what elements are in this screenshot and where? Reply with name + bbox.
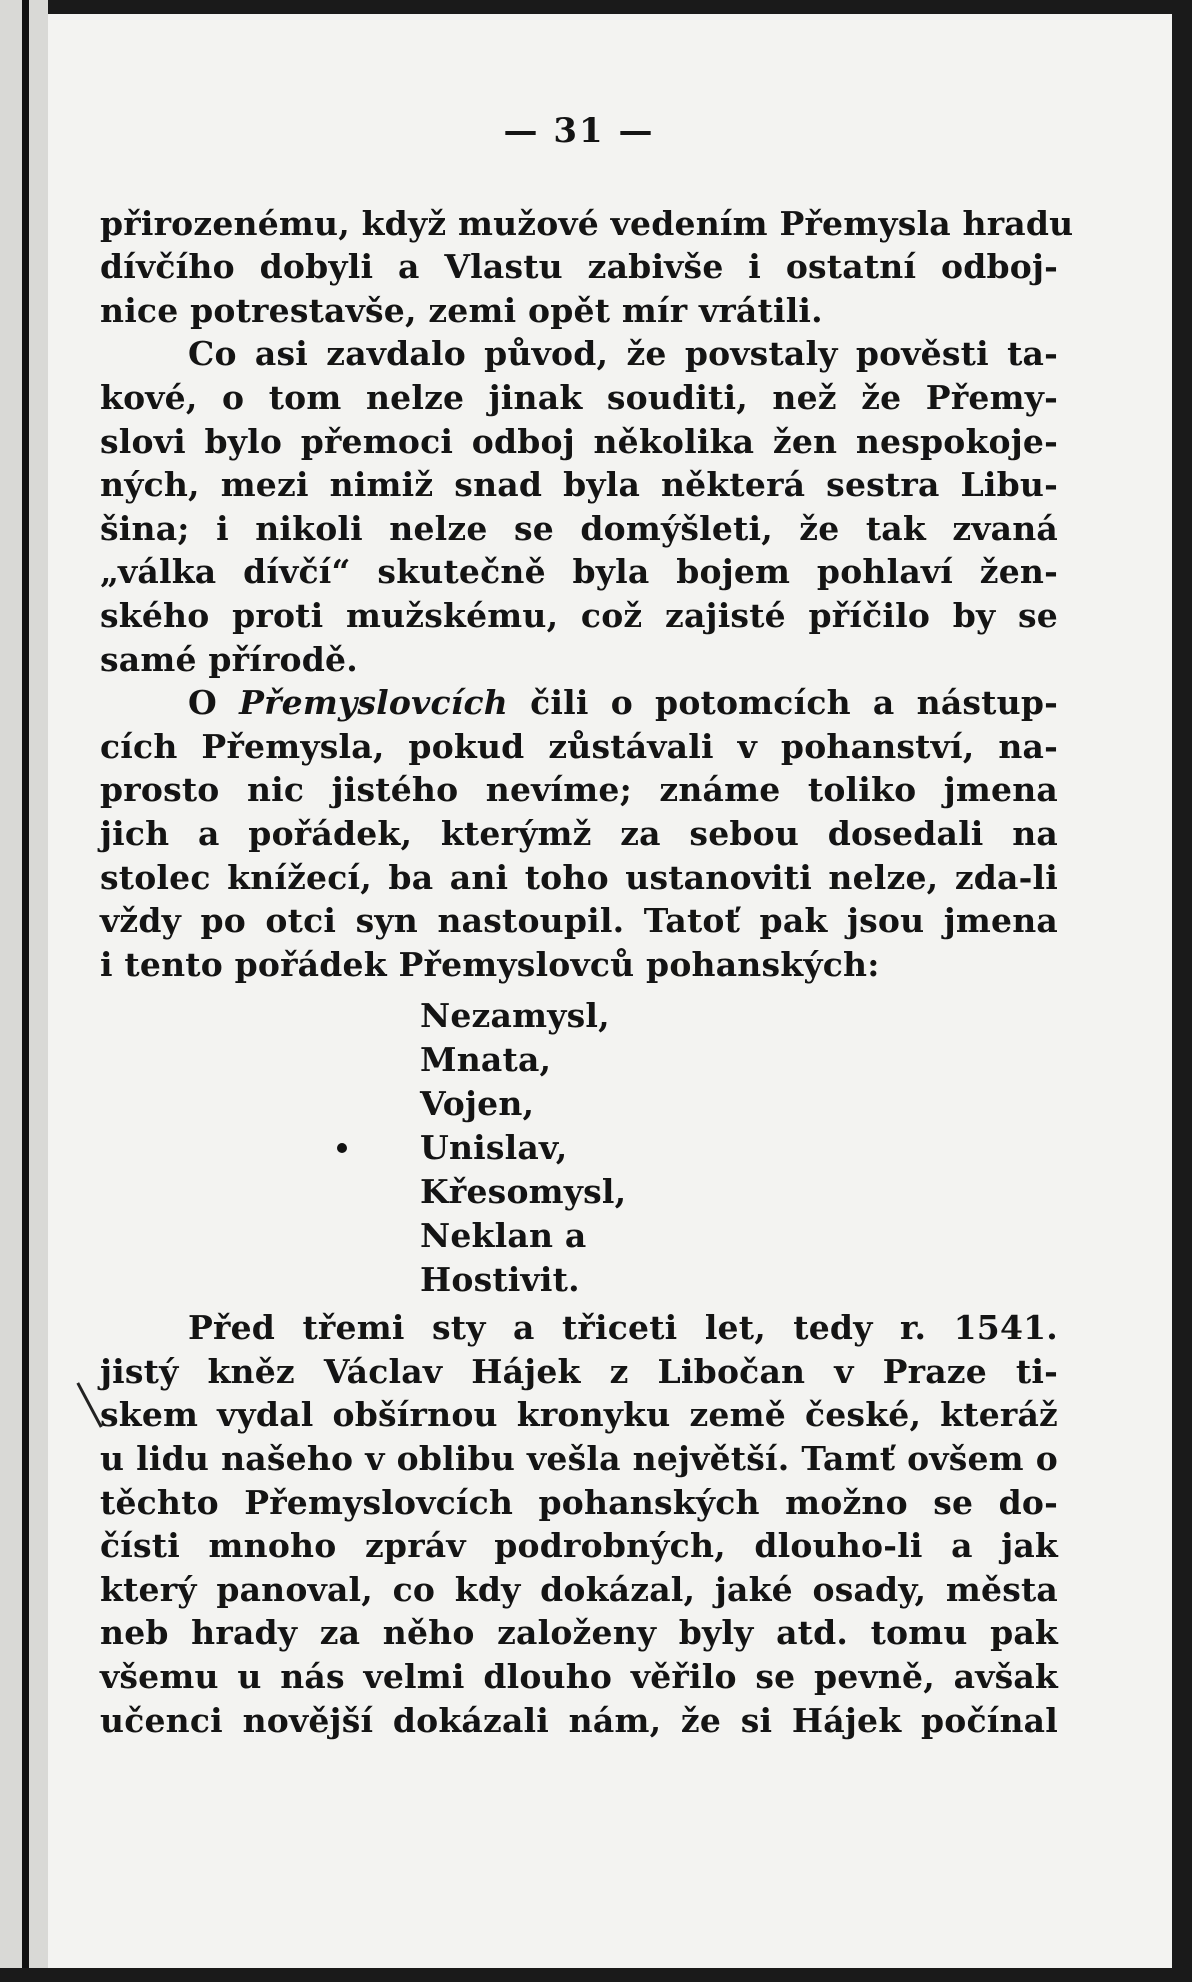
text-line: čísti mnoho zpráv podrobných, dlouho-li a jak [100, 1526, 1058, 1566]
text-line: všemu u nás velmi dlouho věřilo se pevně, avšak [100, 1657, 1058, 1697]
text-line: „válka dívčí“ skutečně byla bojem pohlaví žen- [100, 552, 1058, 592]
text-line: ského proti mužskému, což zajisté příčilo by se [100, 595, 1058, 635]
paragraph-3 [100, 681, 1058, 986]
text-line: přirozenému, když mužové vedením Přemysla hradu [100, 203, 1074, 243]
list-item: Hostivit. [420, 1260, 580, 1300]
line-rest: čili o potomcích a nástup- [530, 683, 1058, 723]
list-item: Křesomysl, [420, 1172, 627, 1212]
text-line: cích Přemysla, pokud zůstávali v pohanství, na- [100, 726, 1058, 766]
text-line: prosto nic jistého nevíme; známe toliko jmena [100, 770, 1058, 810]
lead-word: O [188, 683, 217, 723]
scan-binding-line [22, 0, 29, 1982]
text-line: neb hrady za něho založeny byly atd. tomu pak [100, 1613, 1058, 1653]
list-item: Mnata, [420, 1040, 552, 1080]
text-line: samé přírodě. [100, 639, 358, 679]
scan-border-top [0, 0, 1192, 14]
text-line: jistý kněz Václav Hájek z Libočan v Praze ti- [100, 1351, 1058, 1391]
scan-border-right [1172, 0, 1192, 1982]
text-line: ných, mezi nimiž snad byla některá sestra Libu- [100, 465, 1058, 505]
text-line: jich a pořádek, kterýmž za sebou dosedali na [100, 813, 1058, 853]
text-line: učenci novější dokázali nám, že si Hájek počínal [100, 1700, 1058, 1740]
paragraph-1 [100, 202, 1074, 333]
text-line: Co asi zavdalo původ, že povstaly pověsti ta- [188, 334, 1058, 374]
text-line: u lidu našeho v oblibu vešla největší. Tamť ovšem o [100, 1439, 1058, 1479]
text-line: vždy po otci syn nastoupil. Tatoť pak jsou jmena [100, 901, 1058, 941]
text-line: i tento pořádek Přemyslovců pohanských: [100, 944, 880, 984]
list-item: Unislav, [420, 1128, 568, 1168]
scan-border-bottom [0, 1968, 1192, 1982]
page-text [100, 110, 1074, 1742]
list-item: Nezamysl, [420, 996, 610, 1036]
text-line: slovi bylo přemoci odboj několika žen nespokoje- [100, 421, 1058, 461]
text-line: šina; i nikoli nelze se domýšleti, že tak zvaná [100, 508, 1058, 548]
paragraph-2 [100, 332, 1058, 681]
text-line [100, 681, 1058, 725]
text-line: Před třemi sty a třiceti let, tedy r. 1541. [188, 1308, 1058, 1348]
text-line: stolec knížecí, ba ani toho ustanoviti nelze, zda-li [100, 857, 1058, 897]
pencil-mark [76, 1382, 102, 1428]
text-line: těchto Přemyslovcích pohanských možno se do- [100, 1482, 1058, 1522]
text-line: který panoval, co kdy dokázal, jaké osady, města [100, 1569, 1058, 1609]
list-item: Neklan a [420, 1216, 587, 1256]
text-line: nice potrestavše, zemi opět mír vrátili. [100, 290, 823, 330]
rulers-list [420, 994, 1058, 1302]
text-line: skem vydal obšírnou kronyku země české, kteráž [100, 1395, 1058, 1435]
italic-term: Přemyslovcích [239, 683, 508, 723]
list-item: Vojen, [420, 1084, 535, 1124]
text-line: kové, o tom nelze jinak souditi, než že Přemy- [100, 377, 1058, 417]
text-line: dívčího dobyli a Vlastu zabivše i ostatní odboj- [100, 247, 1058, 287]
page-number: — 31 — [503, 111, 655, 151]
paragraph-4 [100, 1306, 1058, 1742]
